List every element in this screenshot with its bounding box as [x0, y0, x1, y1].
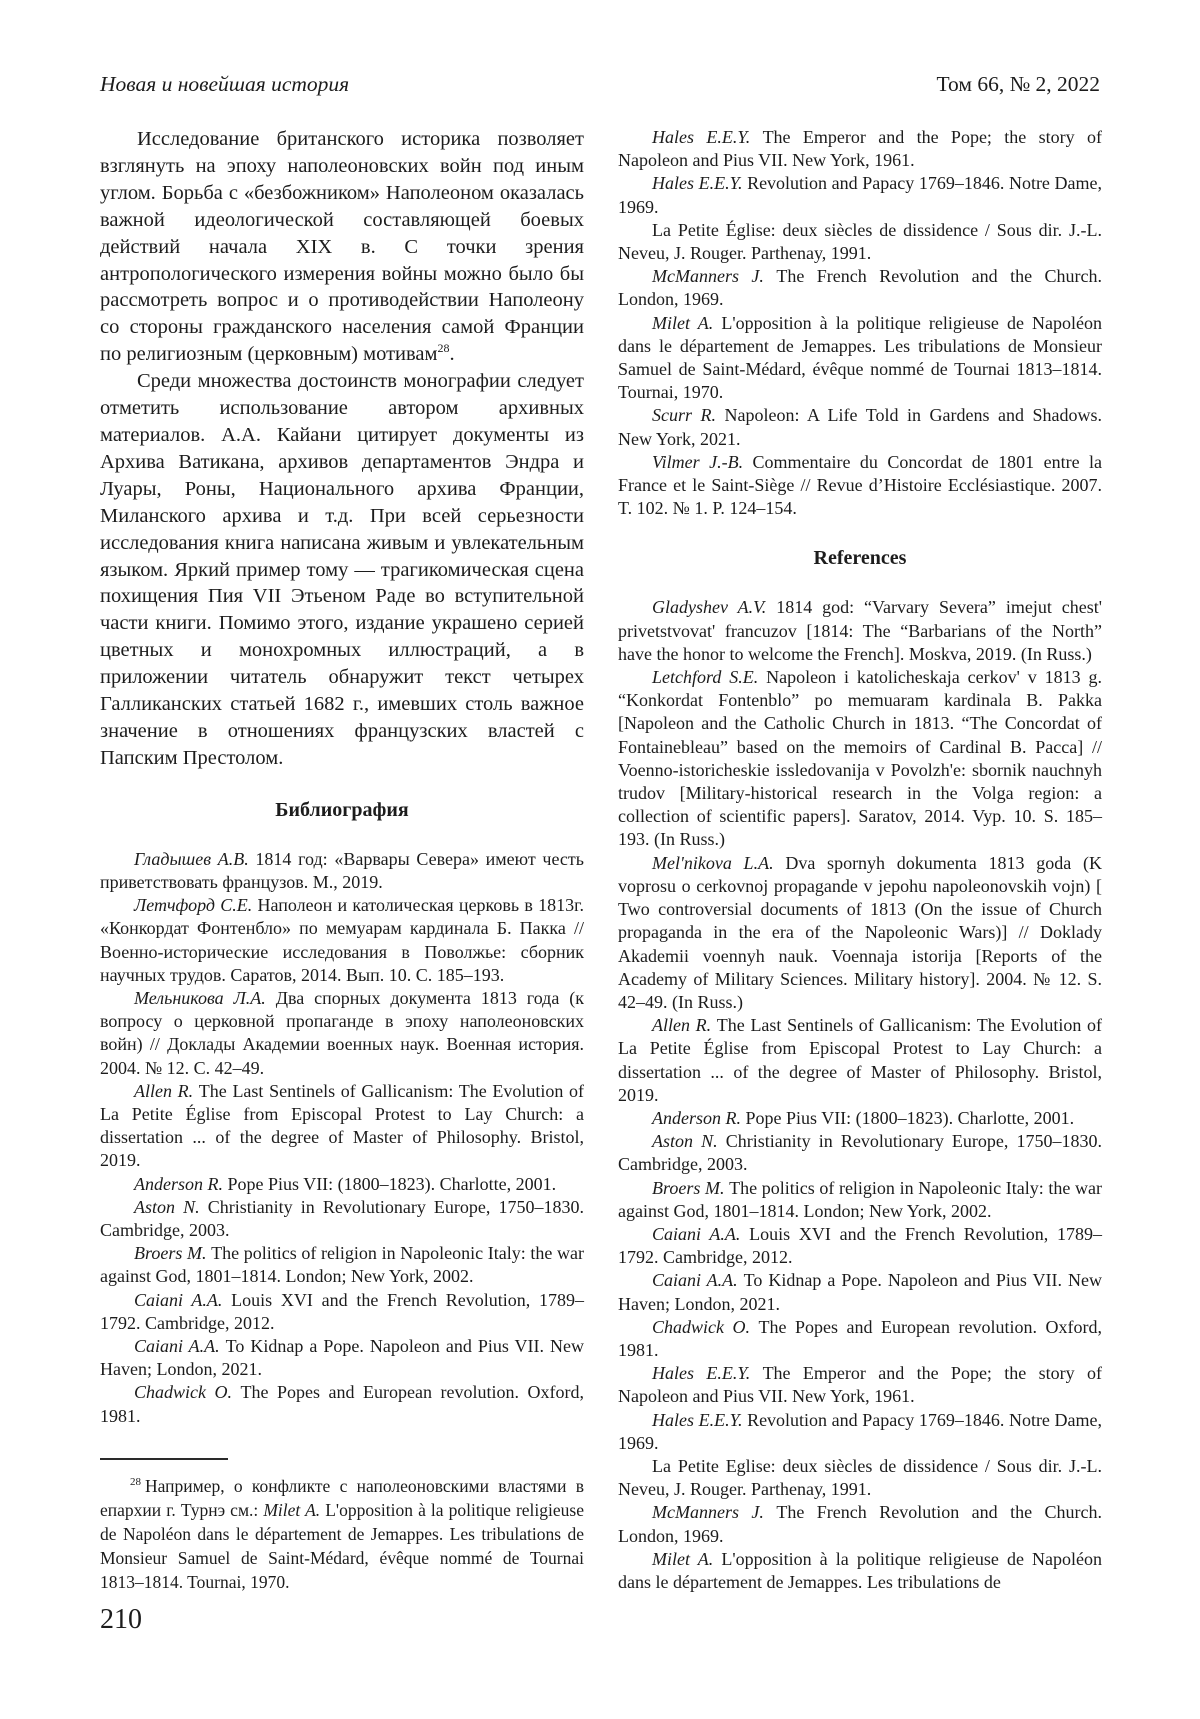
footnote-marker: 28	[130, 1476, 141, 1488]
paragraph-1-text: Исследование британского историка позволяет взглянуть на эпоху наполеоновских войн под иным углом. Борьба с «безбожником» Наполеоном оказалась важной идеологической составляющей боевых действий начала XIX в. С точки зрения антропологического измерения войны можно было бы рассмотреть вопрос и о противодействии Наполеону со стороны гражданского населения самой Франции по религиозным (церковным) мотивам	[100, 128, 584, 366]
entry-author: Caiani A.A.	[134, 1336, 220, 1357]
reference-entry	[618, 1316, 1102, 1362]
entry-text: The politics of religion in Napoleonic Italy: the war against God, 1801–1814. London; New York, 2002.	[100, 1243, 584, 1287]
entry-text: Louis XVI and the French Revolution, 1789–1792. Cambridge, 2012.	[618, 1223, 1102, 1268]
reference-entry	[618, 1223, 1102, 1269]
entry-author: Broers M.	[652, 1177, 725, 1198]
bib-entry	[100, 1173, 584, 1196]
entry-author: Caiani A.A.	[652, 1270, 738, 1291]
entry-author: Vilmer J.-B.	[652, 451, 744, 472]
entry-text: La Petite Église: deux siècles de dissidence / Sous dir. J.-L. Neveu, J. Rouger. Parthenay, 1991.	[618, 219, 1102, 264]
entry-author: Chadwick O.	[652, 1316, 751, 1337]
volume-issue: Том 66, № 2, 2022	[936, 72, 1100, 96]
reference-entry	[618, 1107, 1102, 1130]
entry-author: Gladyshev A.V.	[652, 597, 767, 618]
entry-author: McManners J.	[652, 266, 764, 287]
bib-entry	[618, 219, 1102, 265]
entry-text: L'opposition à la politique religieuse de Napoléon dans le département de Jemappes. Les tribulations de	[618, 1548, 1103, 1592]
bib-entry	[618, 312, 1102, 405]
entry-text: The Last Sentinels of Gallicanism: The Evolution of La Petite Église from Episcopal Protest to Lay Church: a dissertation ... of the degree of Master of Philosophy. Bristol, 2019.	[100, 1080, 584, 1171]
reference-entry	[618, 1548, 1102, 1594]
entry-text: Christianity in Revolutionary Europe, 1750–1830. Cambridge, 2003.	[100, 1196, 584, 1240]
entry-author: Летчфорд С.Е.	[134, 895, 253, 916]
entry-text: The Popes and European revolution. Oxford, 1981.	[100, 1382, 585, 1426]
entry-author: McManners J.	[652, 1502, 764, 1523]
entry-text: To Kidnap a Pope. Napoleon and Pius VII. New Haven; London, 2021.	[618, 1270, 1102, 1314]
journal-title: Новая и новейшая история	[100, 72, 350, 96]
footnote-separator	[100, 1458, 228, 1460]
footnote-28	[100, 1474, 584, 1594]
paragraph-1-tail: .	[449, 343, 455, 366]
bib-entry	[100, 848, 584, 894]
bib-entry	[100, 1289, 584, 1335]
entry-author: Гладышев А.В.	[134, 848, 249, 869]
entry-text: 1814 год: «Варвары Севера» имеют честь приветствовать французов. М., 2019.	[100, 848, 584, 892]
reference-entry	[618, 666, 1102, 852]
entry-text: The Last Sentinels of Gallicanism: The Evolution of La Petite Église from Episcopal Protest to Lay Church: a dissertation ... of the degree of Master of Philosophy. Bristol, 2019.	[618, 1015, 1102, 1105]
reference-entry	[618, 596, 1102, 666]
entry-author: Milet A.	[652, 312, 714, 333]
entry-author: Caiani A.A.	[652, 1223, 741, 1244]
bib-entry	[100, 1080, 584, 1173]
entry-text: The Popes and European revolution. Oxford, 1981.	[618, 1316, 1103, 1360]
page-number: 210	[100, 1604, 142, 1635]
reference-entry	[618, 1362, 1102, 1408]
entry-text: The politics of religion in Napoleonic Italy: the war against God, 1801–1814. London; New York, 2002.	[618, 1177, 1102, 1221]
reference-entry	[618, 1409, 1102, 1455]
reference-entry	[618, 852, 1102, 1014]
references-heading: References	[813, 547, 907, 570]
entry-text: The Emperor and the Pope; the story of Napoleon and Pius VII. New York, 1961.	[618, 127, 1102, 171]
bib-entry	[100, 894, 584, 987]
entry-author: Anderson R.	[652, 1107, 741, 1128]
entry-text: Revolution and Papacy 1769–1846. Notre Dame, 1969.	[618, 173, 1103, 217]
bib-entry	[100, 1242, 584, 1288]
bib-entry	[100, 1381, 584, 1427]
entry-text: Pope Pius VII: (1800–1823). Charlotte, 2001.	[745, 1107, 1075, 1128]
bib-entry	[618, 404, 1102, 450]
entry-text: La Petite Eglise: deux siècles de dissidence / Sous dir. J.-L. Neveu, J. Rouger. Parthenay, 1991.	[618, 1455, 1102, 1500]
entry-author: Aston N.	[652, 1131, 718, 1152]
two-column-layout	[100, 126, 1102, 1594]
entry-text: Napoleon i katolicheskaja cerkov' v 1813 g. “Konkordat Fontenblo” po memuaram kardinala B. Pakka [Napoleon and the Catholic Church in 1813. “The Concordat of Fontainebleau” based on the memoirs of Cardinal B. Pacca] // Voenno-istoricheskie issledovanija v Povolzh'e: sbornik nauchnyh trudov [Military-historical research in the Volga region: a collection of scientific papers]. Saratov, 2014. Vyp. 10. S. 185–193. (In Russ.)	[618, 667, 1103, 850]
right-column	[618, 126, 1102, 1594]
reference-entry	[618, 1269, 1102, 1315]
entry-text: The French Revolution and the Church. London, 1969.	[618, 266, 1103, 310]
reference-entry	[618, 1130, 1102, 1176]
paragraph-1	[100, 126, 584, 368]
reference-entry	[618, 1455, 1102, 1501]
reference-entry	[618, 1177, 1102, 1223]
entry-text: The French Revolution and the Church. London, 1969.	[618, 1502, 1103, 1546]
entry-text: To Kidnap a Pope. Napoleon and Pius VII. New Haven; London, 2021.	[100, 1336, 584, 1380]
entry-text: Commentaire du Concordat de 1801 entre la France et le Saint-Siège // Revue d’Histoire Ecclésiastique. 2007. T. 102. № 1. P. 124–154.	[618, 451, 1103, 519]
entry-author: Milet A.	[652, 1548, 714, 1569]
left-column	[100, 126, 584, 1594]
reference-entry	[618, 1501, 1102, 1547]
bib-entry	[100, 987, 584, 1080]
bib-entry	[618, 265, 1102, 311]
page-header	[100, 72, 1100, 97]
entry-author: Anderson R.	[134, 1173, 223, 1194]
footnote-text-continued: L'opposition à la politique religieuse de Napoléon dans le département de Jemappes. Les tribulations de Monsieur Samuel de Saint-Médard, évêque nommé de Tournai 1813–1814. Tournai, 1970.	[100, 1499, 584, 1592]
entry-author: Scurr R.	[652, 405, 717, 426]
bib-entry	[100, 1196, 584, 1242]
entry-author: Chadwick O.	[134, 1382, 233, 1403]
entry-text: Наполеон и католическая церковь в 1813г. «Конкордат Фонтенбло» по мемуарам кардинала Б. Пакка // Военно-исторические исследования в Поволжье: сборник научных трудов. Саратов, 2014. Вып. 10. С. 185–193.	[100, 895, 584, 985]
reference-entry	[618, 1014, 1102, 1107]
entry-text: Christianity in Revolutionary Europe, 1750–1830. Cambridge, 2003.	[618, 1131, 1102, 1175]
entry-text: The Emperor and the Pope; the story of Napoleon and Pius VII. New York, 1961.	[618, 1363, 1102, 1407]
entry-text: Revolution and Papacy 1769–1846. Notre Dame, 1969.	[618, 1409, 1103, 1453]
entry-text: Dva spornyh dokumenta 1813 goda (K voprosu o cerkovnoj propagande v jepohu napoleonovskih vojn) [ Two controversial documents of 1813 (On the issue of Church propaganda in the era of the Napoleonic Wars)] // Doklady Akademii voennyh nauk. Voennaja istorija [Reports of the Academy of Military Sciences. Military history]. 2004. № 12. S. 42–49. (In Russ.)	[618, 852, 1103, 1012]
entry-author: Allen R.	[652, 1015, 712, 1036]
entry-author: Hales E.E.Y.	[652, 1363, 751, 1384]
entry-author: Mel'nikova L.A.	[652, 852, 774, 873]
entry-text: Louis XVI and the French Revolution, 1789–1792. Cambridge, 2012.	[100, 1289, 584, 1333]
bib-entry	[618, 126, 1102, 172]
entry-author: Aston N.	[134, 1196, 200, 1217]
entry-author: Caiani A.A.	[134, 1289, 223, 1310]
entry-text: Napoleon: A Life Told in Gardens and Shadows. New York, 2021.	[618, 405, 1102, 449]
entry-author: Hales E.E.Y.	[652, 173, 743, 194]
entry-author: Hales E.E.Y.	[652, 127, 751, 147]
entry-author: Letchford S.E.	[652, 667, 759, 688]
footnote-citation-author: Milet A.	[263, 1499, 321, 1520]
footnote-block	[100, 1458, 584, 1594]
bibliography-heading: Библиография	[275, 798, 409, 821]
bib-entry	[618, 451, 1102, 521]
entry-author: Broers M.	[134, 1243, 207, 1264]
entry-text: L'opposition à la politique religieuse de Napoléon dans le département de Jemappes. Les tribulations de Monsieur Samuel de Saint-Médard, évêque nommé de Tournai 1813–1814. Tournai, 1970.	[618, 312, 1103, 403]
paragraph-2: Среди множества достоинств монографии следует отметить использование автором архивных материалов. А.А. Кайани цитирует документы из Архива Ватикана, архивов департаментов Эндра и Луары, Роны, Национального архива Франции, Миланского архива и т.д. При всей серьезности исследования книга написана живым и увлекательным языком. Яркий пример тому — трагикомическая сцена похищения Пия VII Этьеном Раде во вступительной части книги. Помимо этого, издание украшено серией цветных и монохромных иллюстраций, а в приложении читатель обнаружит текст четырех Галликанских статьей 1682 г., имевших столь важное значение в отношениях французских властей с Папским Престолом.	[100, 370, 584, 769]
footnote-text: Например, о конфликте с наполеоновскими властями в епархии г. Турнэ см.:	[100, 1475, 584, 1520]
entry-text: 1814 god: “Varvary Severa” imejut chest' privetstvovat' francuzov [1814: The “Barbarians of the North” have the honor to welcome the French]. Moskva, 2019. (In Russ.)	[618, 597, 1102, 664]
entry-author: Мельникова Л.А.	[134, 987, 266, 1008]
bib-entry	[618, 172, 1102, 218]
entry-author: Allen R.	[134, 1080, 194, 1101]
footnote-reference-28: 28	[437, 341, 450, 356]
entry-text: Два спорных документа 1813 года (к вопросу о церковной пропаганде в эпоху наполеоновских войн) // Доклады Академии военных наук. Военная история. 2004. № 12. С. 42–49.	[100, 987, 584, 1078]
bib-entry	[100, 1335, 584, 1381]
entry-author: Hales E.E.Y.	[652, 1409, 743, 1430]
entry-text: Pope Pius VII: (1800–1823). Charlotte, 2001.	[227, 1173, 557, 1194]
